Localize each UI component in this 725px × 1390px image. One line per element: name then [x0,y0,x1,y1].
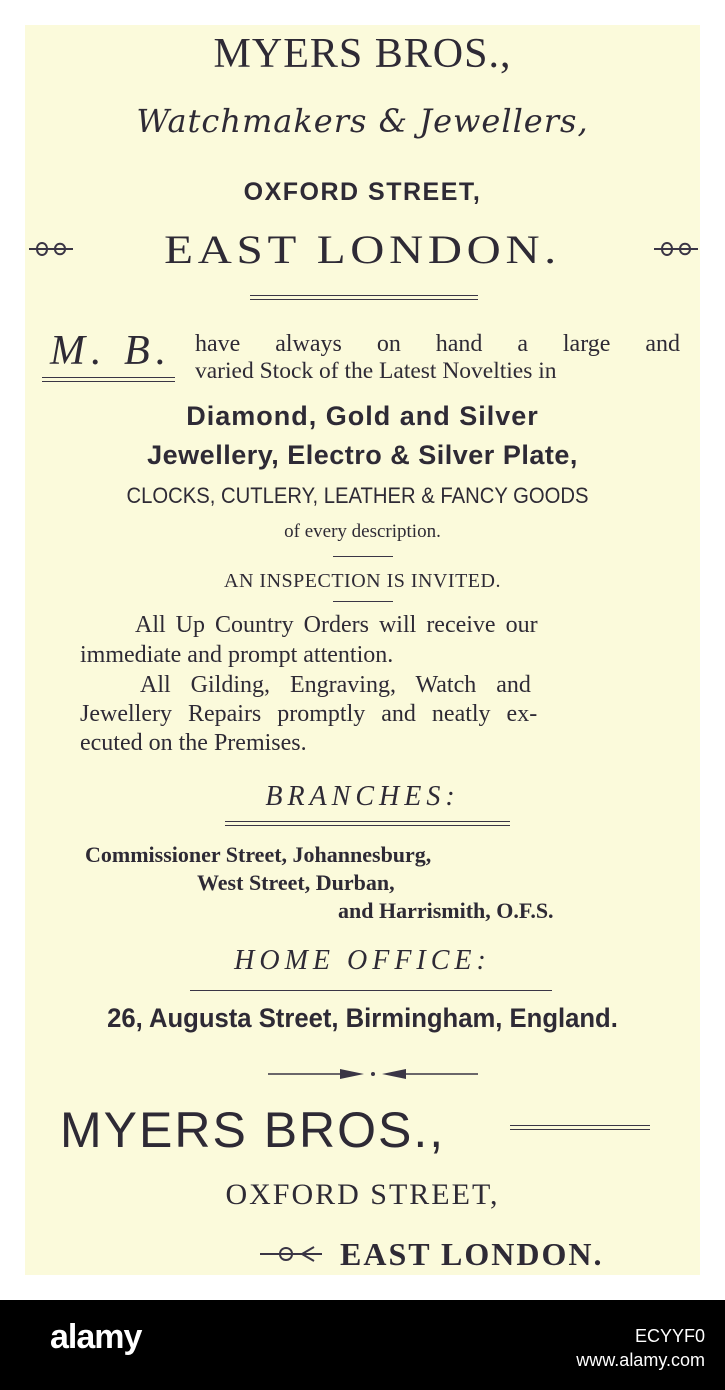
goods-line-3: CLOCKS, CUTLERY, LEATHER & FANCY GOODS [126,483,589,508]
header-city: EAST LONDON. [164,227,561,272]
orders-line-2: immediate and prompt attention. [80,642,394,668]
header-trade: Watchmakers & Jewellers, [136,102,589,140]
repairs-line-1: All Gilding, Engraving, Watch and [140,672,531,698]
footer-title-rule [510,1125,650,1130]
header-divider [250,295,478,300]
home-office-underline [190,990,552,991]
branch-line-1: Commissioner Street, Johannesburg, [85,842,432,867]
watermark-id: ECYYF0 [634,1326,705,1346]
branch-line-2: West Street, Durban, [197,870,395,895]
branches-heading: BRANCHES: [265,781,460,812]
footer-title: MYERS BROS., [60,1102,446,1158]
intro-line-1: have always on hand a large and [195,331,680,357]
home-office-address: 26, Augusta Street, Birmingham, England. [107,1003,618,1033]
repairs-line-3: ecuted on the Premises. [80,730,307,756]
home-office-heading: HOME OFFICE: [234,945,491,976]
branch-line-3: and Harrismith, O.F.S. [338,898,554,923]
goods-line-4: of every description. [284,521,441,542]
arrow-divider-icon [268,1065,478,1083]
advertisement-page [25,25,700,1275]
short-rule-2 [333,601,393,602]
footer-flourish-icon [258,1243,324,1265]
initials-underline [42,377,175,382]
intro-initials: M. B. [50,328,173,374]
repairs-line-2: Jewellery Repairs promptly and neatly ex- [80,701,538,727]
watermark-url: www.alamy.com [576,1350,705,1370]
orders-line-1: All Up Country Orders will receive our [135,612,538,638]
inspection-notice: AN INSPECTION IS INVITED. [224,570,501,592]
right-flourish-icon [652,237,700,261]
goods-line-1: Diamond, Gold and Silver [186,401,539,431]
header-title: MYERS BROS., [213,31,512,77]
footer-street: OXFORD STREET, [225,1178,500,1211]
header-street: OXFORD STREET, [243,178,482,206]
goods-line-2: Jewellery, Electro & Silver Plate, [147,440,578,470]
branches-underline [225,821,510,826]
short-rule-1 [333,556,393,557]
watermark-logo: alamy [50,1318,142,1356]
intro-line-2: varied Stock of the Latest Novelties in [195,358,557,384]
footer-city: EAST LONDON. [340,1236,604,1272]
